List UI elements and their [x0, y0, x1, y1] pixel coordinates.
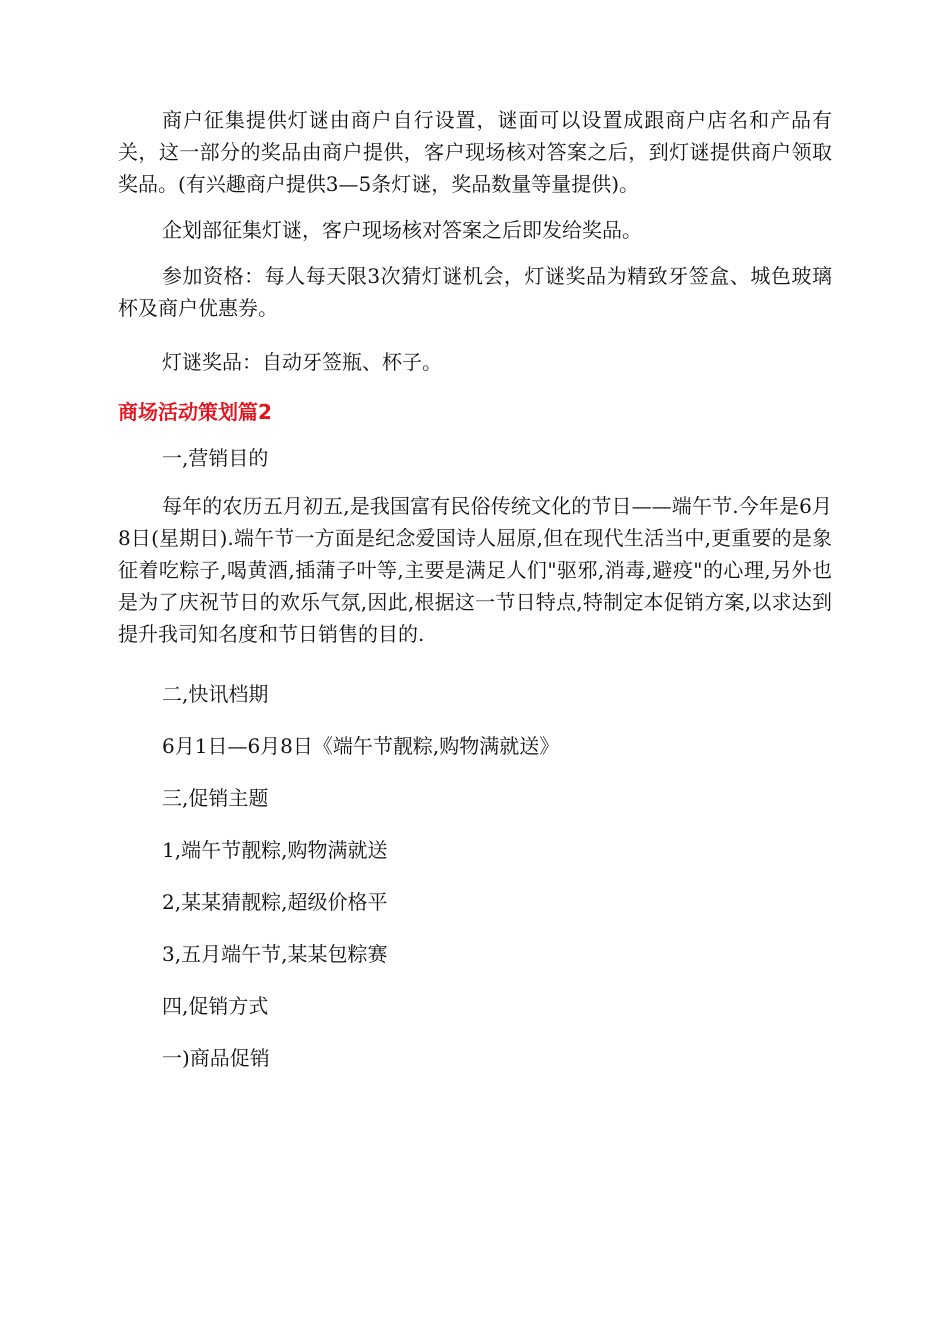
paragraph-promo-theme-2: 2,某某猜靓粽,超级价格平: [162, 890, 388, 914]
paragraph-flyer-period: 6月1日—6月8日《端午节靓粽,购物满就送》: [162, 734, 560, 758]
paragraph-eligibility: 参加资格：每人每天限3次猜灯谜机会，灯谜奖品为精致牙签盒、城色玻璃杯及商户优惠券。: [118, 264, 832, 320]
section-heading: 商场活动策划篇2: [118, 400, 272, 424]
paragraph-promo-theme-3: 3,五月端午节,某某包粽赛: [162, 942, 388, 966]
document-page: [118, 104, 832, 1074]
paragraph-flyer-period-title: 二,快讯档期: [162, 682, 269, 706]
paragraph-marketing-goal-body: 每年的农历五月初五,是我国富有民俗传统文化的节日——端午节.今年是6月8日(星期日).端午节一方面是纪念爱国诗人屈原,但在现代生活当中,更重要的是象征着吃粽子,喝黄酒,插蒲子叶等,主要是满足人们"驱邪,消毒,避疫"的心理,另外也是为了庆祝节日的欢乐气氛,因此,根据这一节日特点,特制定本促销方案,以求达到提升我司知名度和节日销售的目的.: [118, 494, 832, 646]
paragraph-promo-theme-title: 三,促销主题: [162, 786, 269, 810]
paragraph-planning-dept: 企划部征集灯谜，客户现场核对答案之后即发给奖品。: [162, 218, 642, 242]
paragraph-promo-theme-1: 1,端午节靓粽,购物满就送: [162, 838, 388, 862]
paragraph-prizes: 灯谜奖品：自动牙签瓶、杯子。: [162, 350, 442, 374]
paragraph-marketing-goal-title: 一,营销目的: [162, 446, 269, 470]
paragraph-merchant-riddles: 商户征集提供灯谜由商户自行设置，谜面可以设置成跟商户店名和产品有关，这一部分的奖品由商户提供，客户现场核对答案之后，到灯谜提供商户领取奖品。(有兴趣商户提供3—5条灯谜，奖品数量等量提供)。: [118, 108, 832, 196]
paragraph-promo-method-title: 四,促销方式: [162, 994, 269, 1018]
paragraph-product-promo: 一)商品促销: [162, 1046, 270, 1070]
